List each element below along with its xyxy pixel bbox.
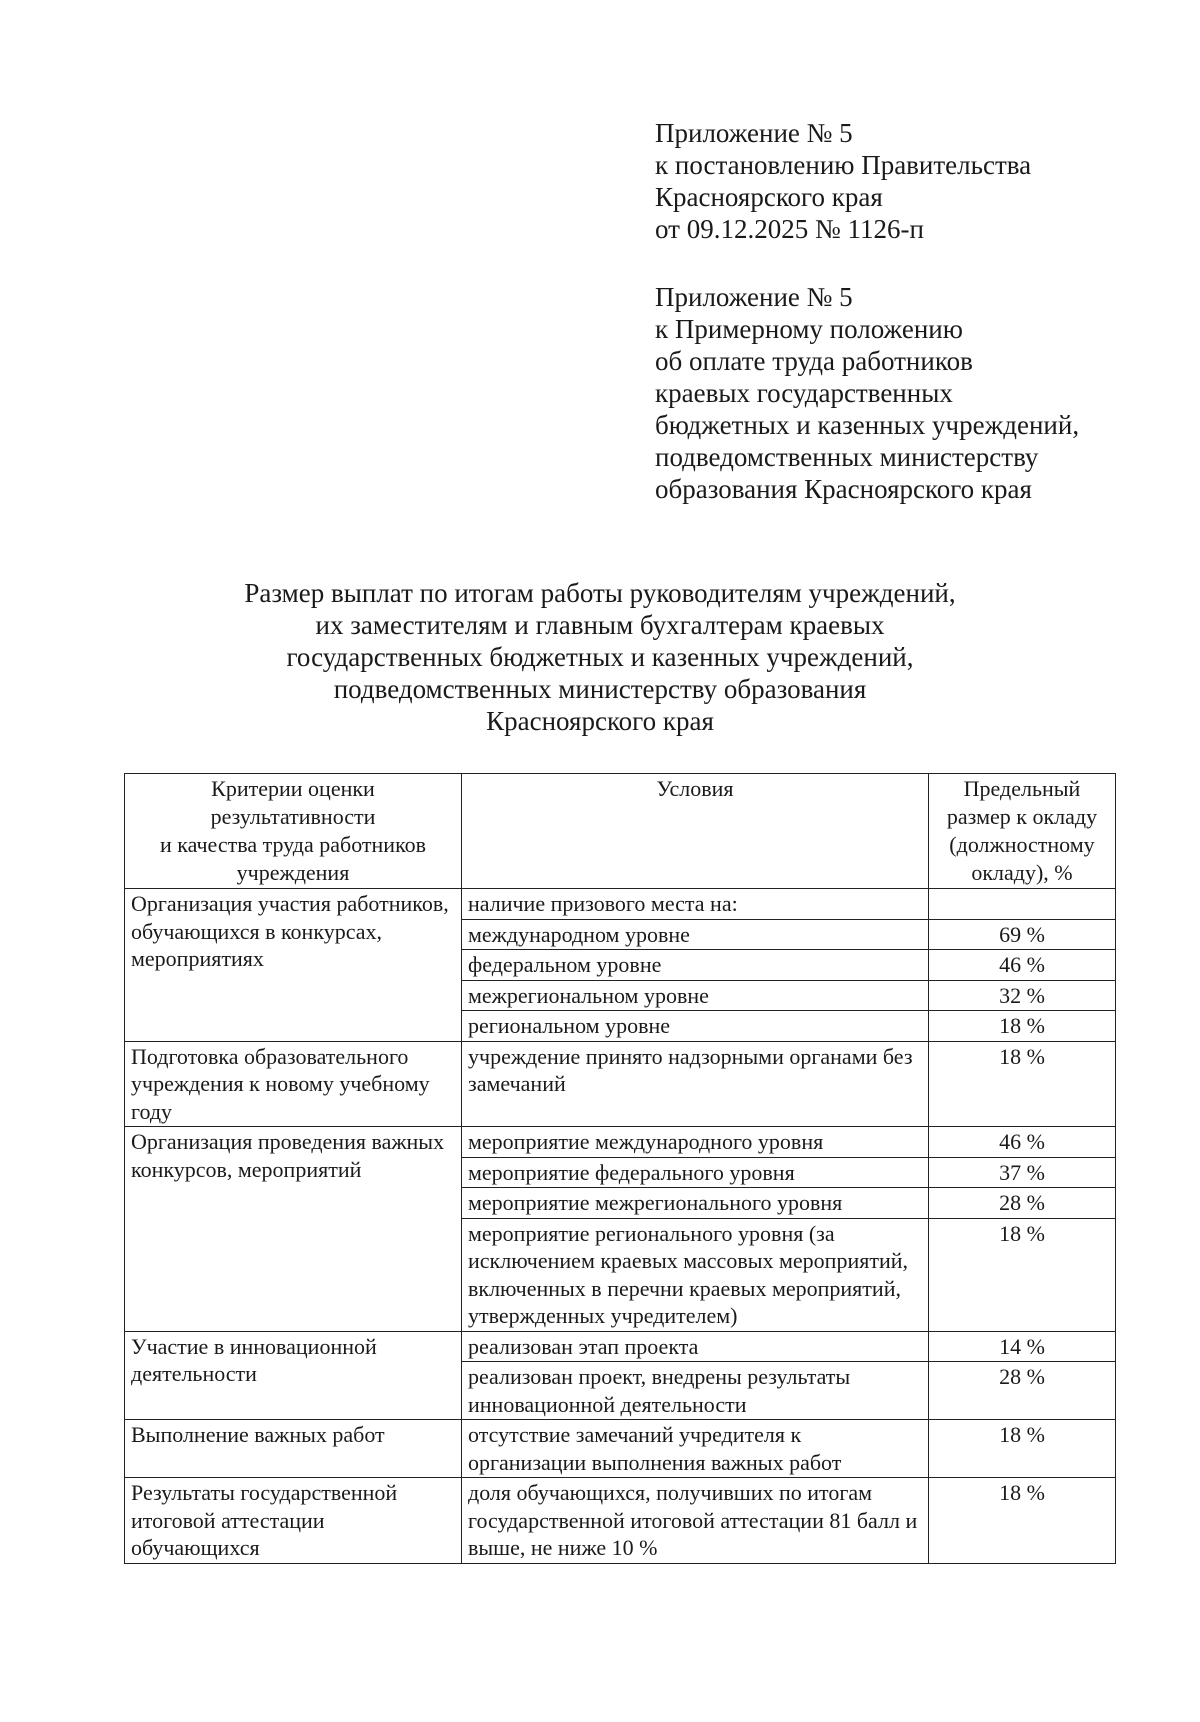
value-cell: 14 %: [929, 1331, 1116, 1362]
annex-block-regulation: [655, 281, 1079, 505]
header-line: Предельный: [963, 776, 1081, 801]
header-line: размер к окладу: [946, 804, 1098, 829]
condition-cell: мероприятие межрегионального уровня: [462, 1188, 929, 1219]
header-line: Условия: [656, 776, 734, 801]
header-line: Критерии оценки: [211, 776, 375, 801]
title-line: государственных бюджетных и казенных учреждений,: [286, 642, 914, 672]
condition-cell: мероприятие федерального уровня: [462, 1157, 929, 1188]
value-cell: 28 %: [929, 1362, 1116, 1420]
condition-cell: реализован проект, внедрены результаты инновационной деятельности: [462, 1362, 929, 1420]
condition-cell: доля обучающихся, получивших по итогам государственной итоговой аттестации 81 балл и выше, не ниже 10 %: [462, 1478, 929, 1564]
annex-line: к постановлению Правительства: [655, 150, 1032, 180]
annex-line: Красноярского края: [655, 182, 883, 212]
title-line: Размер выплат по итогам работы руководителям учреждений,: [244, 578, 956, 608]
value-cell: 18 %: [929, 1011, 1116, 1042]
header-line: результативности: [210, 804, 376, 829]
header-conditions: [462, 774, 929, 889]
criterion-cell: Выполнение важных работ: [125, 1420, 462, 1478]
criterion-cell: Подготовка образовательного учреждения к новому учебному году: [125, 1041, 462, 1127]
header-criteria: [125, 774, 462, 889]
payments-table: [124, 773, 1116, 1564]
document-title: [0, 577, 1200, 737]
value-cell: 18 %: [929, 1218, 1116, 1331]
condition-cell: межрегиональном уровне: [462, 980, 929, 1011]
condition-cell: мероприятие регионального уровня (за исключением краевых массовых мероприятий, включенных в перечни краевых мероприятий, утвержденных учредителем): [462, 1218, 929, 1331]
title-line: их заместителям и главным бухгалтерам краевых: [315, 610, 885, 640]
table-row: [125, 1127, 1116, 1158]
annex-line: подведомственных министерству: [655, 442, 1039, 472]
criterion-cell: Результаты государственной итоговой аттестации обучающихся: [125, 1478, 462, 1564]
title-line: подведомственных министерству образования: [333, 674, 867, 704]
value-cell: 18 %: [929, 1041, 1116, 1127]
criterion-cell: Участие в инновационной деятельности: [125, 1331, 462, 1420]
condition-cell: учреждение принято надзорными органами без замечаний: [462, 1041, 929, 1127]
criterion-cell: Организация участия работников, обучающихся в конкурсах, мероприятиях: [125, 889, 462, 1042]
table-row: [125, 1420, 1116, 1478]
value-cell: 46 %: [929, 950, 1116, 981]
value-cell: 46 %: [929, 1127, 1116, 1158]
header-line: и качества труда работников: [159, 832, 427, 857]
title-line: Красноярского края: [486, 706, 714, 736]
table-row: [125, 1041, 1116, 1127]
condition-cell: реализован этап проекта: [462, 1331, 929, 1362]
table-row: [125, 1331, 1116, 1362]
condition-cell: региональном уровне: [462, 1011, 929, 1042]
condition-cell: отсутствие замечаний учредителя к организации выполнения важных работ: [462, 1420, 929, 1478]
annex-block-resolution: [655, 117, 1031, 245]
condition-cell: наличие призового места на:: [462, 889, 929, 920]
value-cell: 18 %: [929, 1478, 1116, 1564]
annex-line: к Примерному положению: [655, 314, 963, 344]
value-cell: 37 %: [929, 1157, 1116, 1188]
value-cell: 18 %: [929, 1420, 1116, 1478]
table-header-row: [125, 774, 1116, 889]
table-row: [125, 1478, 1116, 1564]
annex-line: Приложение № 5: [655, 282, 853, 312]
condition-cell: мероприятие международного уровня: [462, 1127, 929, 1158]
annex-line: об оплате труда работников: [655, 346, 973, 376]
header-limit: [929, 774, 1116, 889]
annex-line: бюджетных и казенных учреждений,: [655, 410, 1080, 440]
annex-line: Приложение № 5: [655, 118, 853, 148]
header-line: (должностному: [949, 832, 1095, 857]
criterion-cell: Организация проведения важных конкурсов, мероприятий: [125, 1127, 462, 1332]
header-line: учреждения: [236, 860, 350, 885]
annex-line: от 09.12.2025 № 1126-п: [655, 214, 924, 244]
value-cell: 28 %: [929, 1188, 1116, 1219]
condition-cell: международном уровне: [462, 919, 929, 950]
condition-cell: федеральном уровне: [462, 950, 929, 981]
annex-line: образования Красноярского края: [655, 474, 1032, 504]
header-line: окладу), %: [971, 860, 1073, 885]
table-row: [125, 889, 1116, 920]
value-cell: 69 %: [929, 919, 1116, 950]
value-cell: 32 %: [929, 980, 1116, 1011]
value-cell: [929, 889, 1116, 920]
annex-line: краевых государственных: [655, 378, 953, 408]
